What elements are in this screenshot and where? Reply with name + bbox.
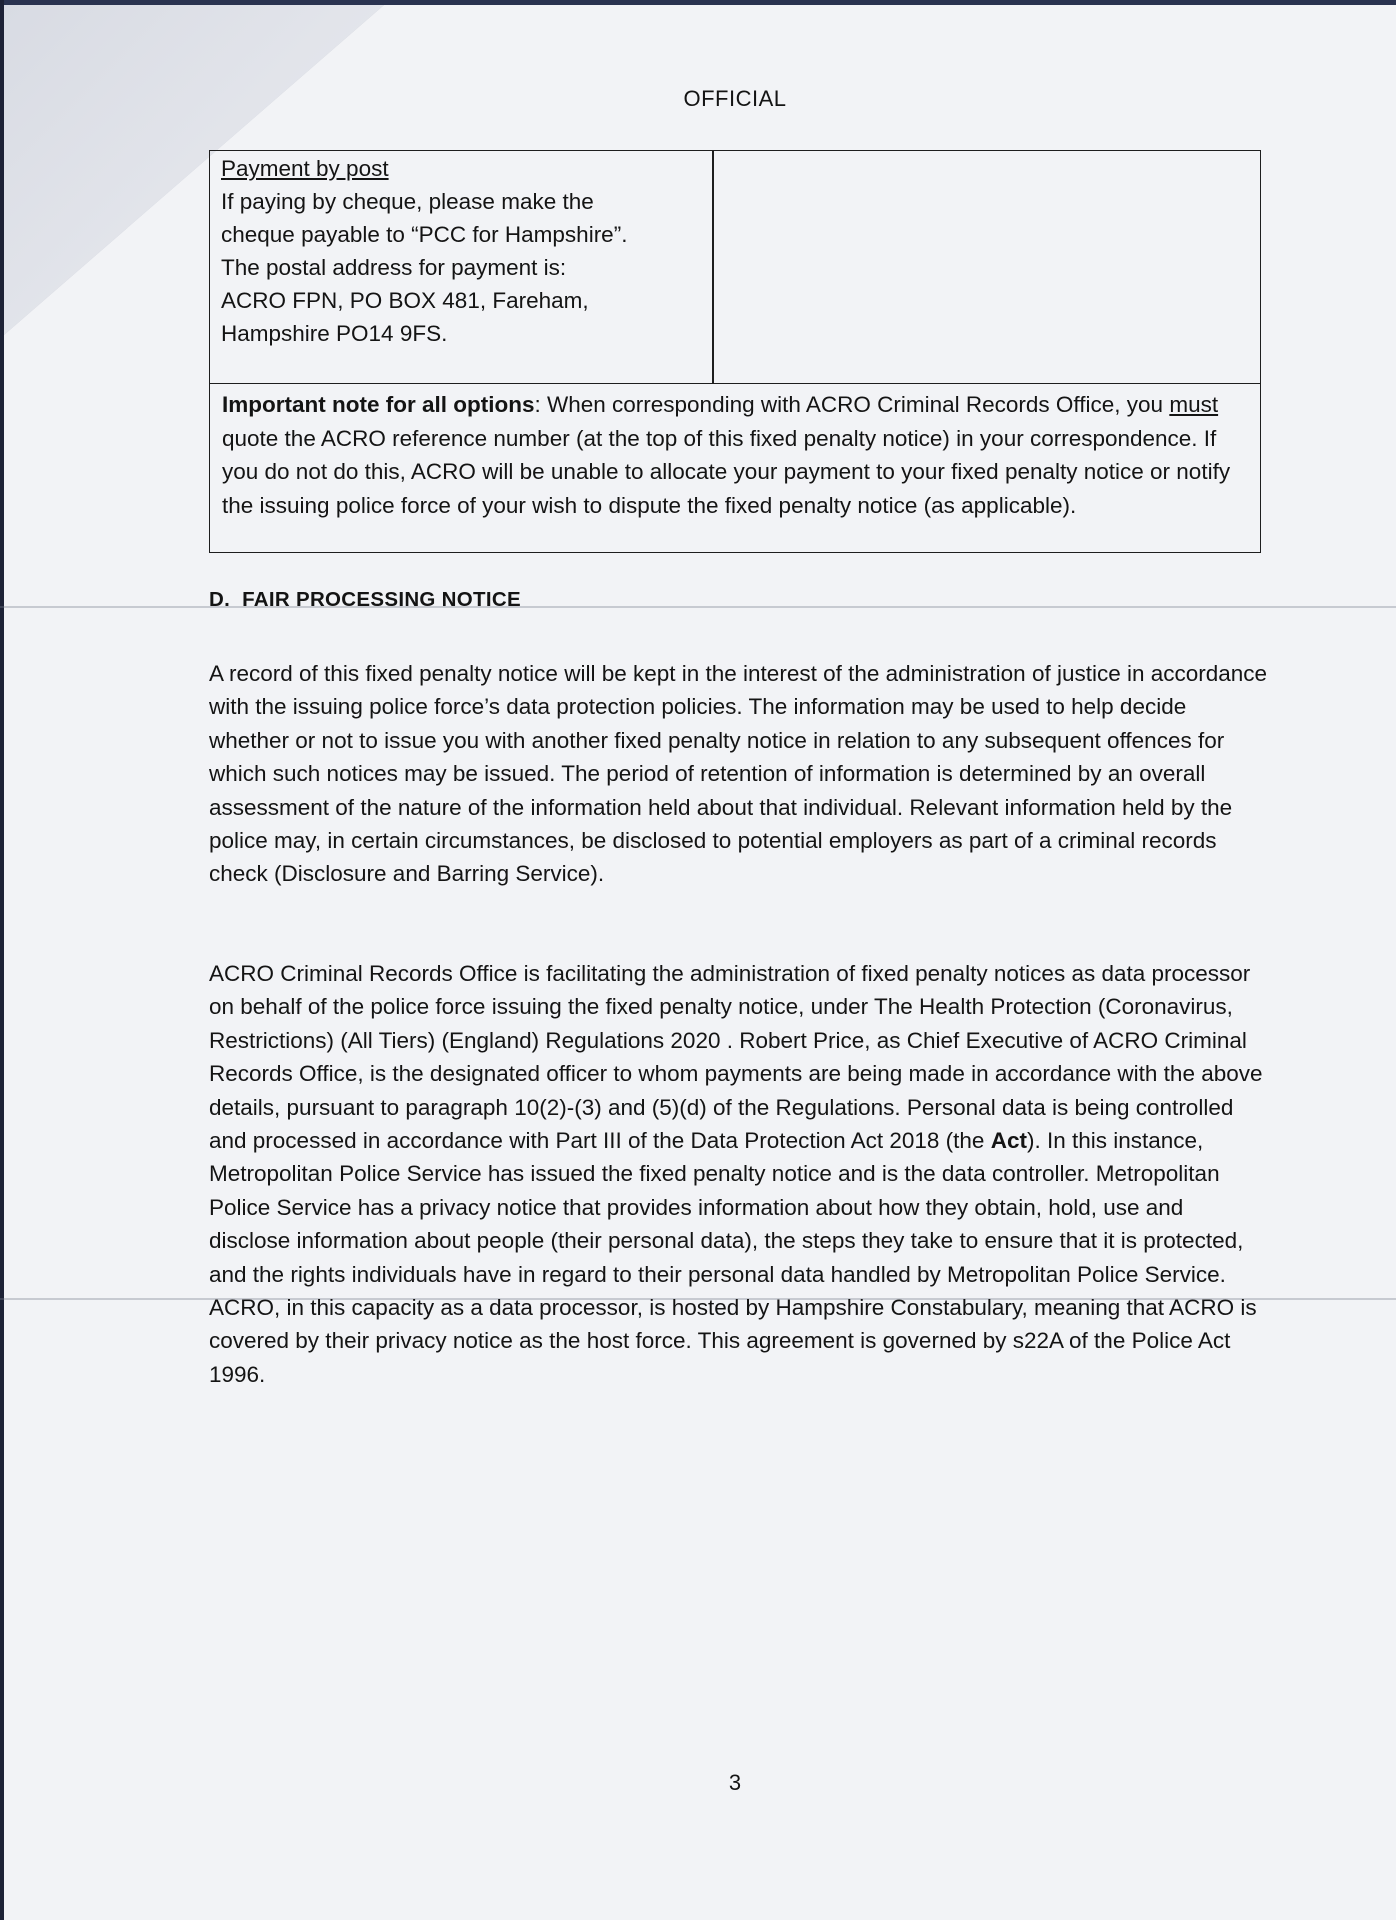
act-term: Act: [990, 1128, 1027, 1154]
fair-processing-paragraph-1: A record of this fixed penalty notice will be kept in the interest of the administration of justice in accordance with the issuing police force’s data protection policies. The information may be used to help decide whether or not to issue you with another fixed penalty notice in relation to any subsequent offences for which such notices may be issued. The period of retention of information is determined by an overall assessment of the nature of the information held about that individual. Relevant information held by the police may, in certain circumstances, be disclosed to potential employers as part of a criminal records check (Disclosure and Barring Service).: [209, 661, 1268, 887]
payment-line: cheque payable to “PCC for Hampshire”.: [221, 222, 628, 247]
classification-marking: OFFICIAL: [683, 86, 787, 111]
payment-line: The postal address for payment is:: [221, 255, 567, 280]
important-note-label: Important note for all options: [222, 392, 535, 417]
scan-edge-top: [0, 0, 1396, 5]
important-note-text: quote the ACRO reference number (at the top of this fixed penalty notice) in your correspondence. If you do not do this, ACRO will be unable to allocate your payment to your fixed penalty notice or notify the issuing police force of your wish to dispute the fixed penalty notice (as applicable).: [222, 425, 1231, 518]
payment-line: ACRO FPN, PO BOX 481, Fareham,: [221, 288, 589, 313]
payment-line: Hampshire PO14 9FS.: [221, 321, 448, 346]
scan-edge-left: [0, 0, 4, 1920]
important-note-text: : When corresponding with ACRO Criminal Records Office, you: [534, 392, 1170, 417]
payment-line: If paying by cheque, please make the: [221, 189, 594, 214]
page-number: 3: [728, 1770, 742, 1795]
payment-by-post-cell: [221, 152, 701, 350]
section-heading: D. FAIR PROCESSING NOTICE: [209, 588, 521, 611]
paragraph-text: ACRO Criminal Records Office is facilitating the administration of fixed penalty notices as data processor on behalf of the police force issuing the fixed penalty notice, under The Health Protection (Coronavirus, Restrictions) (All Tiers) (England) Regulations 2020 . Robert Price, as Chief Executive of ACRO Criminal Records Office, is the designated officer to whom payments are being made in accordance with the above details, pursuant to paragraph 10(2)-(3) and (5)(d) of the Regulations. Personal data is being controlled and processed in accordance with Part III of the Data Protection Act 2018 (the: [209, 961, 1263, 1154]
payment-by-post-table: [209, 150, 1261, 384]
fair-processing-paragraph-2: [209, 957, 1269, 1391]
important-note-box: [209, 383, 1261, 553]
payment-by-post-title: Payment by post: [221, 156, 389, 181]
paragraph-text: ). In this instance, Metropolitan Police Service has issued the fixed penalty notice and is the data controller. Metropolitan Police Service has a privacy notice that provides information about how they obtain, hold, use and disclose information about people (their personal data), the steps they take to ensure that it is protected, and the rights individuals have in regard to their personal data handled by Metropolitan Police Service. ACRO, in this capacity as a data processor, is hosted by Hampshire Constabulary, meaning that ACRO is covered by their privacy notice as the host force. This agreement is governed by s22A of the Police Act 1996.: [209, 1128, 1257, 1387]
table-divider: [712, 151, 714, 383]
important-note-must: must: [1169, 392, 1219, 417]
